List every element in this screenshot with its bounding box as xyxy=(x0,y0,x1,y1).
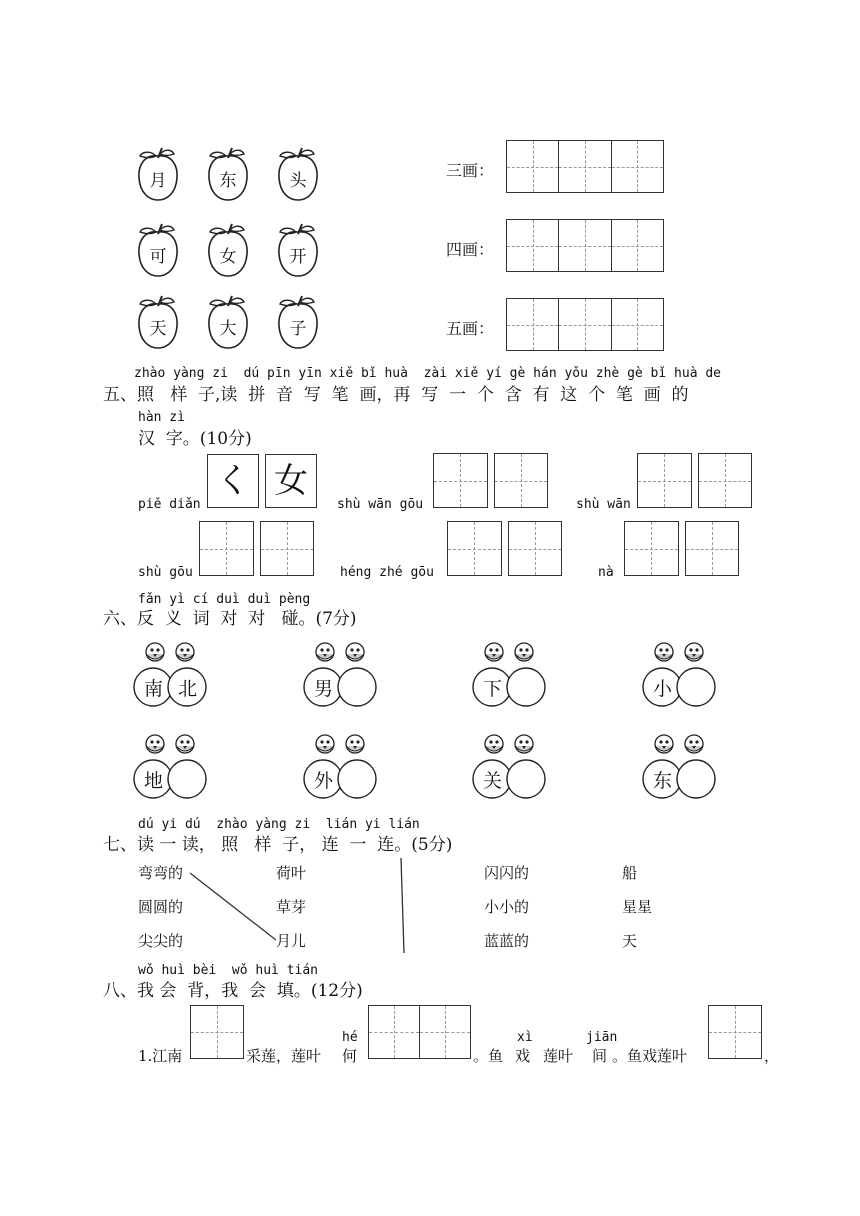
antonym-given: 关 xyxy=(482,770,502,792)
match-right-noun[interactable]: 船 xyxy=(622,864,638,882)
antonym-given: 东 xyxy=(652,770,672,792)
match-left-adj[interactable]: 弯弯的 xyxy=(138,864,184,882)
antonym-given: 下 xyxy=(482,678,502,700)
poem-text: 。鱼 xyxy=(473,1047,504,1065)
antonym-given: 南 xyxy=(143,678,163,700)
poem-pinyin: hé xyxy=(342,1030,358,1045)
section8-pinyin: wǒ huì bèi wǒ huì tián xyxy=(138,963,319,978)
writing-grid[interactable] xyxy=(368,1005,471,1059)
match-right-adj[interactable]: 蓝蓝的 xyxy=(484,932,530,950)
stroke-label-three: 三画： xyxy=(446,161,495,180)
apple-char: 东 xyxy=(219,171,237,191)
section5-pinyin-2: hàn zì xyxy=(138,410,185,425)
apple-char: 子 xyxy=(289,319,307,339)
apple-char: 女 xyxy=(219,247,237,267)
section7-title: 七、读 一 读， 照 样 子， 连 一 连。(5分) xyxy=(103,835,453,855)
apple-char: 头 xyxy=(289,171,307,191)
poem-text: 1.江南 xyxy=(138,1047,183,1065)
antonym-given: 小 xyxy=(652,678,672,700)
antonym-given: 外 xyxy=(313,770,333,792)
match-left-noun[interactable]: 月儿 xyxy=(276,932,307,950)
divider-line xyxy=(401,858,404,953)
poem-text: ， xyxy=(764,1047,780,1065)
match-left-adj[interactable]: 圆圆的 xyxy=(138,898,184,916)
stroke-pinyin: piě diǎn xyxy=(138,497,201,512)
writing-grid[interactable] xyxy=(708,1005,762,1059)
poem-text: 莲叶 xyxy=(543,1047,574,1065)
match-right-adj[interactable]: 闪闪的 xyxy=(484,864,530,882)
section6-pinyin: fǎn yì cí duì duì pèng xyxy=(138,592,311,607)
poem-text: 。鱼戏莲叶 xyxy=(612,1047,688,1065)
match-right-noun[interactable]: 星星 xyxy=(622,898,653,916)
poem-pinyin: jiān xyxy=(586,1030,618,1045)
writing-grid[interactable] xyxy=(190,1005,244,1059)
section5-title: 五、照 样 子,读 拼 音 写 笔 画，再 写 一 个 含 有 这 个 笔 画 的 xyxy=(103,385,689,405)
stroke-pinyin: shù wān gōu xyxy=(337,497,424,512)
stroke-pinyin: shù gōu xyxy=(138,565,193,580)
section8-title: 八、我 会 背，我 会 填。(12分) xyxy=(103,981,363,1001)
stroke-pinyin: héng zhé gōu xyxy=(340,565,434,580)
apple-char: 可 xyxy=(149,247,167,267)
poem-text: 戏 xyxy=(515,1047,531,1065)
poem-text: 间 xyxy=(592,1047,608,1065)
match-left-noun[interactable]: 荷叶 xyxy=(276,864,307,882)
antonym-answer[interactable]: 北 xyxy=(177,678,197,700)
poem-text: 何 xyxy=(342,1047,358,1065)
section6-title: 六、反 义 词 对 对 碰。(7分) xyxy=(103,609,357,629)
apple-char: 天 xyxy=(149,319,167,339)
example-match-line xyxy=(190,873,276,940)
match-right-noun[interactable]: 天 xyxy=(622,932,638,950)
match-right-adj[interactable]: 小小的 xyxy=(484,898,530,916)
stroke-label-four: 四画： xyxy=(446,240,495,259)
apple-char: 大 xyxy=(219,319,237,339)
match-left-noun[interactable]: 草芽 xyxy=(276,898,307,916)
example-stroke: く xyxy=(207,454,259,508)
match-left-adj[interactable]: 尖尖的 xyxy=(138,932,184,950)
antonym-given: 男 xyxy=(313,678,333,700)
poem-text: 采莲，莲叶 xyxy=(246,1047,322,1065)
antonym-given: 地 xyxy=(143,770,163,792)
poem-pinyin: xì xyxy=(517,1030,533,1045)
stroke-pinyin: nà xyxy=(598,565,614,580)
apple-char: 月 xyxy=(149,171,167,191)
example-char: 女 xyxy=(265,454,317,508)
apple-char: 开 xyxy=(289,247,307,267)
stroke-pinyin: shù wān xyxy=(576,497,631,512)
stroke-label-five: 五画： xyxy=(446,319,495,338)
section5-title-2: 汉 字。(10分) xyxy=(138,429,252,449)
section7-pinyin: dú yi dú zhào yàng zi lián yi lián xyxy=(138,817,420,832)
section5-pinyin: zhào yàng zi dú pīn yīn xiě bǐ huà zài xiě yí gè hán yǒu zhè gè bǐ huà de xyxy=(134,366,721,381)
